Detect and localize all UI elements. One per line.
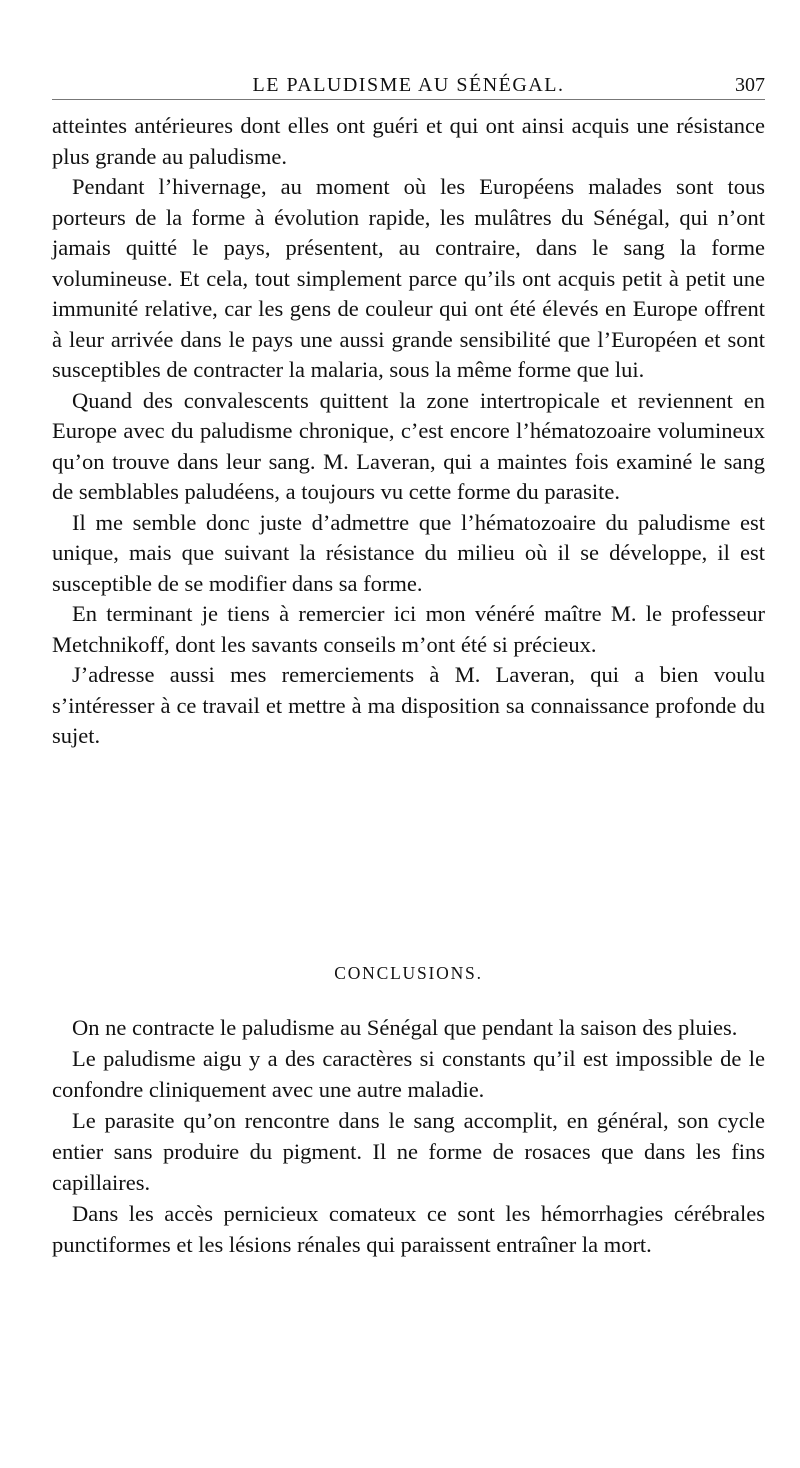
paragraph: Le paludisme aigu y a des caractères si constants qu’il est impossible de le confondre cliniquement avec une autre maladie. xyxy=(52,1046,765,1102)
paragraph: Le parasite qu’on rencontre dans le sang accomplit, en général, son cycle entier sans produire du pigment. Il ne forme de rosaces que dans les fins capillaires. xyxy=(52,1108,765,1195)
paragraph: atteintes antérieures dont elles ont guéri et qui ont ainsi acquis une résistance plus grande au paludisme. xyxy=(52,113,765,169)
page-number: 307 xyxy=(735,74,765,96)
header-rule xyxy=(52,99,765,100)
paragraph: On ne contracte le paludisme au Sénégal que pendant la saison des pluies. xyxy=(72,1015,738,1040)
conclusions-text xyxy=(52,1012,765,1260)
paragraph: En terminant je tiens à remercier ici mon vénéré maître M. le professeur Metchnikoff, dont les savants conseils m’ont été si précieux. xyxy=(52,601,765,657)
body-text xyxy=(52,111,765,752)
running-title: LE PALUDISME AU SÉNÉGAL. xyxy=(252,74,565,96)
paragraph: J’adresse aussi mes remerciements à M. Laveran, qui a bien voulu s’intéresser à ce travail et mettre à ma disposition sa connaissance profonde du sujet. xyxy=(52,662,765,748)
paragraph: Il me semble donc juste d’admettre que l’hématozoaire du paludisme est unique, mais que suivant la résistance du milieu où il se développe, il est susceptible de se modifier dans sa forme. xyxy=(52,509,765,596)
section-heading: CONCLUSIONS. xyxy=(334,963,483,983)
paragraph: Dans les accès pernicieux comateux ce sont les hémorrhagies cérébrales punctiformes et les lésions rénales qui paraissent entraîner la mort. xyxy=(52,1201,765,1257)
running-head xyxy=(52,70,765,100)
paragraph: Pendant l’hivernage, au moment où les Européens malades sont tous porteurs de la forme à évolution rapide, les mulâtres du Sénégal, qui n’ont jamais quitté le pays, présentent, au contraire, dans le sang la forme volumineuse. Et cela, tout simplement parce qu’ils ont acquis petit à petit une immunité relative, car les gens de couleur qui ont été élevés en Europe offrent à leur arrivée dans le pays une aussi grande sensibilité que l’Européen et sont susceptibles de contracter la malaria, sous la même forme que lui. xyxy=(52,174,765,382)
paragraph: Quand des convalescents quittent la zone intertropicale et reviennent en Europe avec du paludisme chronique, c’est encore l’hématozoaire volumineux qu’on trouve dans leur sang. M. Laveran, qui a maintes fois examiné le sang de semblables paludéens, a toujours vu cette forme du parasite. xyxy=(52,387,765,504)
